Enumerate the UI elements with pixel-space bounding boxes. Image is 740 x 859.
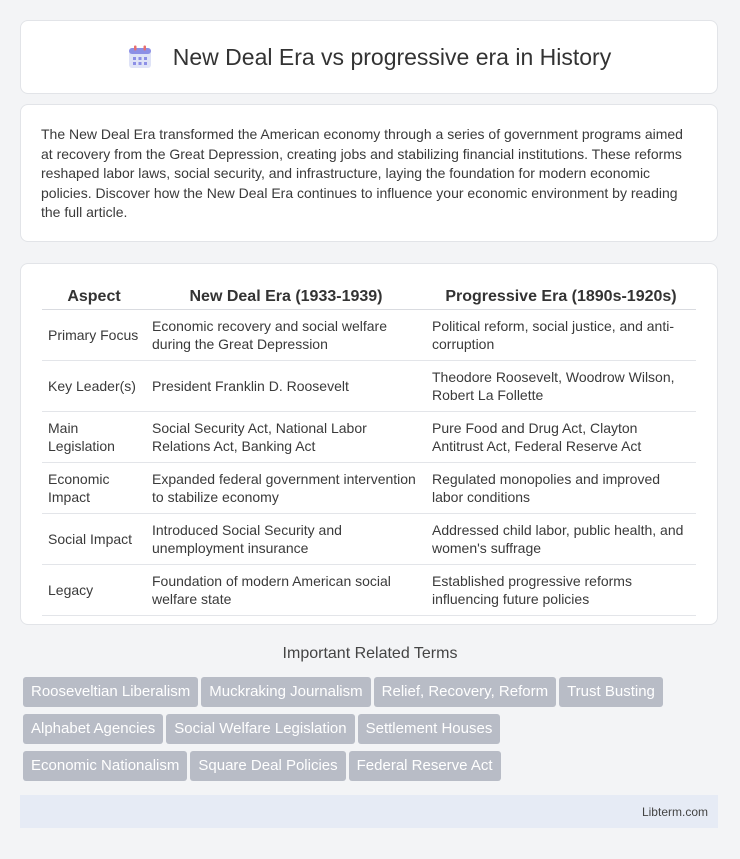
table-row xyxy=(42,361,696,412)
related-term-tag[interactable]: Alphabet Agencies xyxy=(23,714,163,744)
related-term-tag[interactable]: Muckraking Journalism xyxy=(201,677,370,707)
related-term-tag[interactable]: Relief, Recovery, Reform xyxy=(374,677,556,707)
footer xyxy=(20,795,718,828)
related-terms-list xyxy=(23,677,723,788)
column-header-new-deal: New Deal Era (1933-1939) xyxy=(146,284,426,310)
table-cell: Regulated monopolies and improved labor conditions xyxy=(426,463,696,514)
related-term-tag[interactable]: Rooseveltian Liberalism xyxy=(23,677,198,707)
table-cell: Established progressive reforms influencing future policies xyxy=(426,565,696,616)
table-header-row xyxy=(42,284,696,310)
table-cell: Economic recovery and social welfare during the Great Depression xyxy=(146,310,426,361)
table-cell: Social Security Act, National Labor Relations Act, Banking Act xyxy=(146,412,426,463)
table-cell: Addressed child labor, public health, and women's suffrage xyxy=(426,514,696,565)
table-cell: Foundation of modern American social welfare state xyxy=(146,565,426,616)
table-cell: Primary Focus xyxy=(42,310,146,361)
comparison-table xyxy=(42,284,696,616)
table-cell: Main Legislation xyxy=(42,412,146,463)
table-row xyxy=(42,463,696,514)
footer-site-link[interactable]: Libterm.com xyxy=(641,805,708,819)
header-card xyxy=(20,20,718,94)
related-term-tag[interactable]: Social Welfare Legislation xyxy=(166,714,354,744)
related-term-tag[interactable]: Trust Busting xyxy=(559,677,663,707)
table-cell: Theodore Roosevelt, Woodrow Wilson, Robert La Follette xyxy=(426,361,696,412)
related-terms-title: Important Related Terms xyxy=(282,645,458,662)
related-term-tag[interactable]: Economic Nationalism xyxy=(23,751,187,781)
related-term-tag[interactable]: Settlement Houses xyxy=(358,714,501,744)
calendar-icon xyxy=(127,44,153,70)
comparison-table-card xyxy=(20,263,718,625)
table-cell: Key Leader(s) xyxy=(42,361,146,412)
intro-text: The New Deal Era transformed the American economy through a series of government programs aimed at recovery from the Great Depression, creating jobs and stabilizing financial institutions. These reforms reshaped labor laws, social security, and infrastructure, laying the foundation for modern economic policies. Discover how the New Deal Era continues to influence your economic environment by reading the full article. xyxy=(41,126,683,220)
table-cell: Pure Food and Drug Act, Clayton Antitrust Act, Federal Reserve Act xyxy=(426,412,696,463)
table-row xyxy=(42,565,696,616)
table-cell: Introduced Social Security and unemployment insurance xyxy=(146,514,426,565)
table-row xyxy=(42,514,696,565)
table-cell: Social Impact xyxy=(42,514,146,565)
table-row xyxy=(42,412,696,463)
table-cell: Economic Impact xyxy=(42,463,146,514)
related-term-tag[interactable]: Federal Reserve Act xyxy=(349,751,501,781)
intro-card xyxy=(20,104,718,242)
column-header-progressive: Progressive Era (1890s-1920s) xyxy=(426,284,696,310)
table-cell: President Franklin D. Roosevelt xyxy=(146,361,426,412)
table-row xyxy=(42,310,696,361)
column-header-aspect: Aspect xyxy=(42,284,146,310)
table-cell: Expanded federal government intervention to stabilize economy xyxy=(146,463,426,514)
table-cell: Legacy xyxy=(42,565,146,616)
page-title: New Deal Era vs progressive era in History xyxy=(172,43,612,70)
table-cell: Political reform, social justice, and anti-corruption xyxy=(426,310,696,361)
related-term-tag[interactable]: Square Deal Policies xyxy=(190,751,345,781)
